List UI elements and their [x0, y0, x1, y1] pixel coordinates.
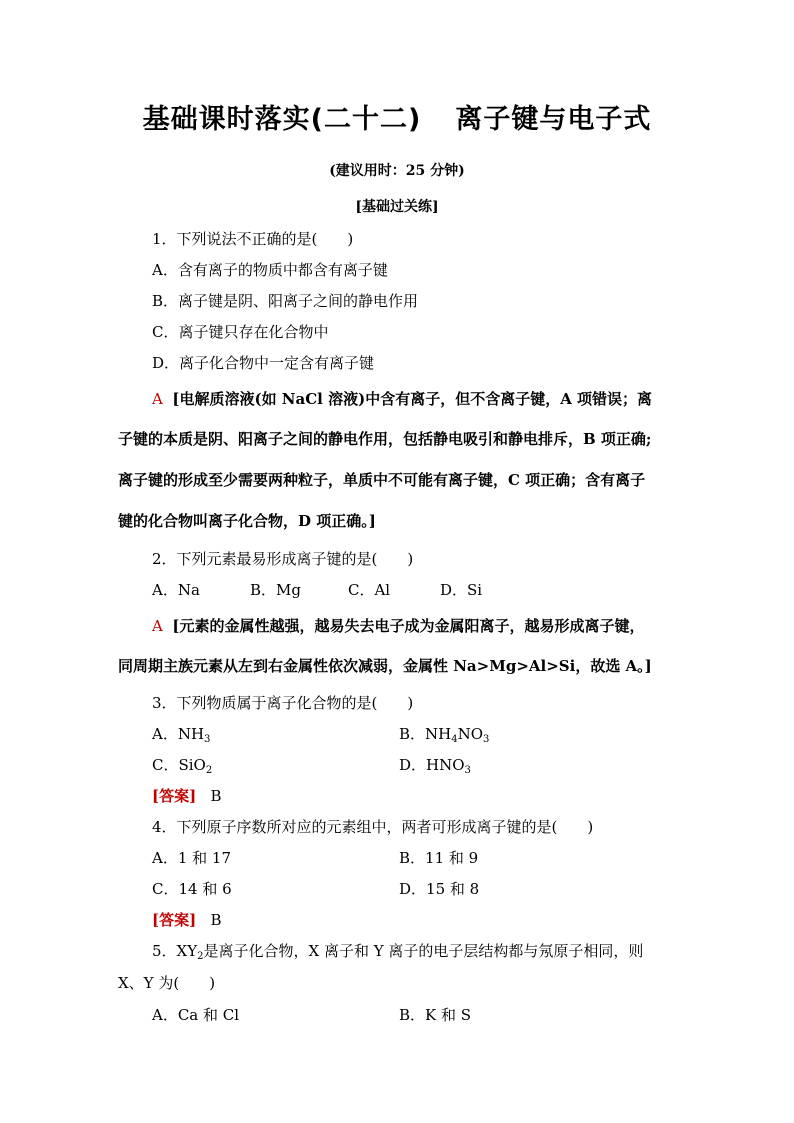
q4-answer-line [152, 909, 222, 930]
q3-d-subscript: 3 [464, 765, 471, 776]
q1-option-d: D．离子化合物中一定含有离子键 [152, 354, 375, 372]
q3-c-subscript: 2 [205, 765, 213, 776]
q4-option-b: B．11 和 9 [399, 849, 479, 867]
q3-stem: 3．下列物质属于离子化合物的是( ) [152, 694, 414, 712]
q2-explanation-line-1 [152, 615, 645, 636]
q3-option-a [152, 723, 210, 745]
q3-option-d [399, 754, 471, 776]
q1-exp-text-1: [电解质溶液(如 NaCl 溶液)中含有离子，但不含离子键，A 项错误；离 [172, 390, 653, 408]
q1-stem: 1．下列说法不正确的是( ) [152, 230, 354, 248]
q3-a-subscript: 3 [204, 734, 211, 745]
q3-option-b [399, 723, 489, 745]
q3-b-formula-1: B．NH [399, 725, 452, 743]
q5-stem [152, 940, 643, 962]
q4-option-d: D．15 和 8 [399, 880, 480, 898]
q4-option-a: A．1 和 17 [152, 849, 231, 867]
q2-option-c: C．Al [348, 581, 391, 599]
q2-option-a: A．Na [152, 581, 200, 599]
q2-exp-text-1: [元素的金属性越强，越易失去电子成为金属阳离子，越易形成离子键， [172, 617, 645, 635]
q2-options [152, 579, 482, 600]
q3-b-subscript-2: 3 [483, 734, 490, 745]
title-topic: 离子键与电子式 [455, 104, 652, 135]
q4-option-c: C．14 和 6 [152, 880, 232, 898]
q2-explanation-line-2: 同周期主族元素从左到右金属性依次减弱，金属性 Na>Mg>Al>Si，故选 A。] [118, 657, 652, 675]
q3-answer-line [152, 785, 222, 806]
q3-answer-label: [答案] [152, 787, 197, 805]
q3-option-c [152, 754, 212, 776]
page-title [0, 97, 794, 136]
q3-b-formula-2: NO [457, 725, 484, 743]
q5-stem-line-2: X、Y 为( ) [118, 974, 216, 992]
q1-explanation-line-1 [152, 388, 652, 409]
q1-explanation-line-2: 子键的本质是阴、阳离子之间的静电作用，包括静电吸引和静电排斥，B 项正确; [118, 430, 652, 448]
q4-answer: B [210, 911, 222, 929]
q5-option-a: A．Ca 和 Cl [152, 1006, 240, 1024]
q1-answer: A [152, 390, 163, 408]
q1-option-a: A．含有离子的物质中都含有离子键 [152, 261, 388, 279]
title-series: 基础课时落实(二十二) [142, 104, 422, 135]
q3-c-formula: C．SiO [152, 756, 206, 774]
q2-answer: A [152, 617, 163, 635]
q1-explanation-line-4: 键的化合物叫离子化合物，D 项正确。] [118, 512, 376, 530]
q2-option-b: B．Mg [250, 581, 301, 599]
q4-answer-label: [答案] [152, 911, 197, 929]
q2-option-d: D．Si [440, 581, 483, 599]
section-heading: [基础过关练] [355, 199, 439, 215]
q1-option-b: B．离子键是阴、阳离子之间的静电作用 [152, 292, 419, 310]
q2-stem: 2．下列元素最易形成离子键的是( ) [152, 550, 414, 568]
q3-d-formula: D．HNO [399, 756, 465, 774]
q3-answer: B [210, 787, 222, 805]
q1-explanation-line-3: 离子键的形成至少需要两种粒子，单质中不可能有离子键，C 项正确；含有离子 [118, 471, 646, 489]
q5-stem-formula: 5．XY [152, 942, 198, 960]
q3-a-formula: A．NH [152, 725, 205, 743]
q5-option-b: B．K 和 S [399, 1006, 472, 1024]
q4-stem: 4．下列原子序数所对应的元素组中，两者可形成离子键的是( ) [152, 818, 594, 836]
q5-stem-text: 是离子化合物，X 离子和 Y 离子的电子层结构都与氖原子相同，则 [203, 942, 644, 960]
time-note: (建议用时：25 分钟) [329, 163, 465, 179]
q1-option-c: C．离子键只存在化合物中 [152, 323, 329, 341]
q3-b-subscript-1: 4 [451, 734, 458, 745]
q5-stem-subscript: 2 [197, 951, 204, 962]
